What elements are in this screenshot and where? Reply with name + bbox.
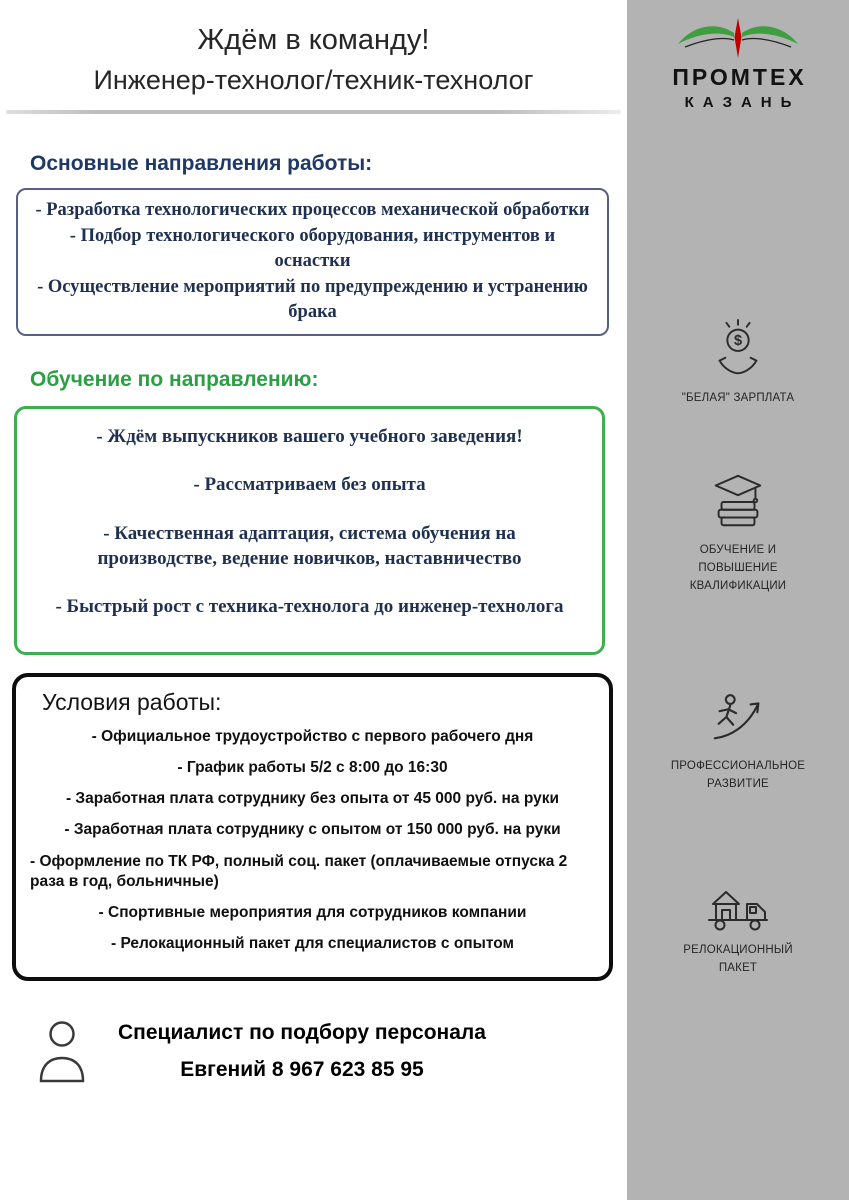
list-item: - Заработная плата сотруднику с опытом от 150 000 руб. на руки bbox=[64, 821, 561, 839]
svg-text:$: $ bbox=[733, 333, 743, 350]
growth-icon bbox=[627, 686, 849, 748]
list-item: - Спортивные мероприятия для сотрудников компании bbox=[98, 903, 527, 921]
job-title: Инженер-технолог/техник-технолог bbox=[93, 65, 534, 95]
list-item: - Осуществление мероприятий по предупреждению и устранению брака bbox=[37, 276, 588, 323]
benefit-relocation bbox=[627, 874, 849, 978]
divider bbox=[6, 110, 621, 114]
benefit-label: "БЕЛАЯ" ЗАРПЛАТА bbox=[681, 392, 795, 404]
list-item: - Рассматриваем без опыта bbox=[193, 474, 426, 496]
contact-phone: Евгений 8 967 623 85 95 bbox=[180, 1057, 424, 1081]
benefit-education bbox=[627, 470, 849, 595]
logo-city-name: КАЗАНЬ bbox=[684, 94, 801, 111]
list-item: - Ждём выпускников вашего учебного заведения! bbox=[96, 425, 523, 447]
benefit-growth bbox=[627, 686, 849, 794]
logo-company-name: ПРОМТЕХ bbox=[672, 64, 807, 90]
contact-block bbox=[36, 1015, 627, 1089]
page-title: Ждём в команду! bbox=[197, 24, 430, 56]
training-heading: Обучение по направлению: bbox=[30, 367, 319, 391]
benefit-label: РЕЛОКАЦИОННЫЙ ПАКЕТ bbox=[683, 944, 793, 974]
contact-role: Специалист по подбору персонала bbox=[118, 1021, 486, 1045]
list-item: - Релокационный пакет для специалистов с опытом bbox=[110, 935, 514, 952]
person-icon bbox=[36, 1019, 92, 1085]
conditions-box bbox=[12, 673, 613, 981]
training-box bbox=[14, 406, 605, 655]
list-item: - Оформление по ТК РФ, полный соц. пакет (оплачиваемые отпуска 2 раза в год, больничные) bbox=[30, 852, 568, 890]
directions-heading: Основные направления работы: bbox=[30, 152, 373, 175]
benefit-label: ПРОФЕССИОНАЛЬНОЕ РАЗВИТИЕ bbox=[670, 760, 806, 790]
education-icon bbox=[627, 470, 849, 532]
list-item: - Качественная адаптация, система обучения на производстве, ведение новичков, наставничество bbox=[97, 522, 522, 569]
salary-icon bbox=[627, 318, 849, 380]
list-item: - График работы 5/2 с 8:00 до 16:30 bbox=[177, 759, 448, 777]
list-item: - Быстрый рост с техника-технолога до инженер-технолога bbox=[55, 596, 564, 618]
header bbox=[0, 0, 627, 96]
list-item: - Заработная плата сотруднику без опыта от 45 000 руб. на руки bbox=[65, 790, 560, 808]
relocation-icon bbox=[627, 874, 849, 932]
list-item: - Подбор технологического оборудования, инструментов и оснастки bbox=[69, 225, 556, 272]
aircraft-emblem-icon bbox=[627, 16, 849, 62]
sidebar bbox=[627, 0, 849, 1200]
list-item: - Официальное трудоустройство с первого рабочего дня bbox=[91, 728, 534, 746]
conditions-heading: Условия работы: bbox=[42, 689, 222, 716]
benefit-salary bbox=[627, 318, 849, 408]
company-logo bbox=[627, 0, 849, 111]
directions-box bbox=[16, 188, 609, 336]
contact-text bbox=[118, 1015, 486, 1089]
list-item: - Разработка технологических процессов механической обработки bbox=[35, 200, 590, 220]
benefit-label: ОБУЧЕНИЕ И ПОВЫШЕНИЕ КВАЛИФИКАЦИИ bbox=[689, 544, 787, 592]
